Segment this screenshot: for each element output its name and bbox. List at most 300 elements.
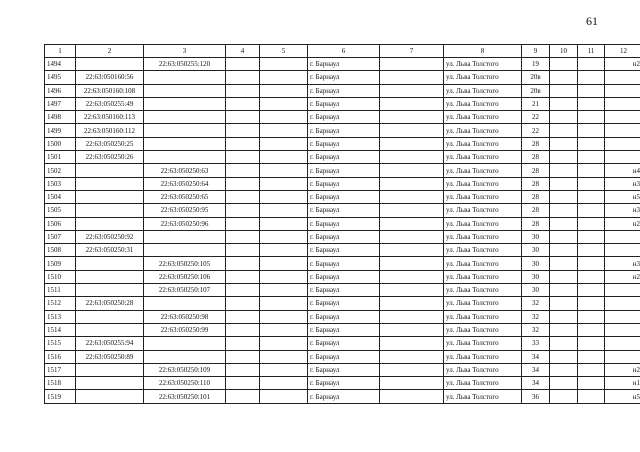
cell-col-7 xyxy=(380,337,444,350)
cell-row-number: 1500 xyxy=(45,137,76,150)
cell-col-11 xyxy=(578,71,605,84)
cell-row-number: 1502 xyxy=(45,164,76,177)
cell-house-number: 28 xyxy=(522,190,550,203)
cell-col-11 xyxy=(578,310,605,323)
cell-col-4 xyxy=(226,350,260,363)
cell-cadastral-number-land: 22:63:050160:108 xyxy=(76,84,144,97)
cell-cadastral-number-land xyxy=(76,323,144,336)
cell-premises-number: н2 xyxy=(605,270,640,283)
cell-col-5 xyxy=(260,377,308,390)
cell-city: г. Барнаул xyxy=(308,363,380,376)
cell-row-number: 1496 xyxy=(45,84,76,97)
cell-col-4 xyxy=(226,310,260,323)
cell-col-7 xyxy=(380,204,444,217)
cell-cadastral-number-land xyxy=(76,190,144,203)
cell-col-4 xyxy=(226,390,260,403)
cell-col-7 xyxy=(380,323,444,336)
cell-col-5 xyxy=(260,270,308,283)
cell-city: г. Барнаул xyxy=(308,270,380,283)
cell-col-4 xyxy=(226,323,260,336)
cell-cadastral-number-premises xyxy=(144,84,226,97)
cell-col-5 xyxy=(260,151,308,164)
cell-col-10 xyxy=(550,284,578,297)
cell-col-4 xyxy=(226,164,260,177)
cell-cadastral-number-premises xyxy=(144,97,226,110)
cell-col-7 xyxy=(380,363,444,376)
table-row xyxy=(45,297,640,310)
cell-house-number: 32 xyxy=(522,310,550,323)
cell-cadastral-number-premises: 22:63:050250:64 xyxy=(144,177,226,190)
cell-house-number: 30 xyxy=(522,284,550,297)
registry-table xyxy=(44,44,640,404)
cell-col-4 xyxy=(226,284,260,297)
cell-premises-number xyxy=(605,244,640,257)
cell-street: ул. Льва Толстого xyxy=(444,111,522,124)
table-row xyxy=(45,71,640,84)
cell-col-7 xyxy=(380,217,444,230)
table-row xyxy=(45,217,640,230)
cell-row-number: 1515 xyxy=(45,337,76,350)
cell-col-10 xyxy=(550,177,578,190)
cell-premises-number xyxy=(605,323,640,336)
cell-house-number: 28 xyxy=(522,204,550,217)
cell-house-number: 20в xyxy=(522,84,550,97)
cell-col-7 xyxy=(380,257,444,270)
cell-col-10 xyxy=(550,137,578,150)
cell-col-10 xyxy=(550,244,578,257)
cell-col-5 xyxy=(260,217,308,230)
cell-house-number: 28 xyxy=(522,177,550,190)
cell-street: ул. Льва Толстого xyxy=(444,204,522,217)
column-header: 12 xyxy=(605,45,640,58)
cell-col-5 xyxy=(260,190,308,203)
column-header: 3 xyxy=(144,45,226,58)
column-header: 1 xyxy=(45,45,76,58)
cell-col-11 xyxy=(578,58,605,71)
cell-row-number: 1513 xyxy=(45,310,76,323)
table-row xyxy=(45,257,640,270)
cell-row-number: 1499 xyxy=(45,124,76,137)
cell-street: ул. Льва Толстого xyxy=(444,58,522,71)
cell-house-number: 34 xyxy=(522,350,550,363)
cell-col-11 xyxy=(578,217,605,230)
cell-street: ул. Льва Толстого xyxy=(444,84,522,97)
cell-col-11 xyxy=(578,151,605,164)
cell-col-10 xyxy=(550,217,578,230)
table-row xyxy=(45,124,640,137)
cell-city: г. Барнаул xyxy=(308,71,380,84)
cell-house-number: 30 xyxy=(522,230,550,243)
cell-col-7 xyxy=(380,310,444,323)
cell-col-7 xyxy=(380,230,444,243)
cell-city: г. Барнаул xyxy=(308,137,380,150)
cell-city: г. Барнаул xyxy=(308,177,380,190)
cell-cadastral-number-premises: 22:63:050250:105 xyxy=(144,257,226,270)
cell-col-4 xyxy=(226,84,260,97)
cell-col-4 xyxy=(226,244,260,257)
cell-premises-number: н3 xyxy=(605,257,640,270)
cell-cadastral-number-land xyxy=(76,217,144,230)
table-row xyxy=(45,377,640,390)
cell-col-5 xyxy=(260,97,308,110)
cell-col-4 xyxy=(226,337,260,350)
cell-row-number: 1497 xyxy=(45,97,76,110)
cell-col-10 xyxy=(550,190,578,203)
cell-col-5 xyxy=(260,284,308,297)
cell-col-11 xyxy=(578,284,605,297)
cell-city: г. Барнаул xyxy=(308,58,380,71)
cell-col-5 xyxy=(260,310,308,323)
cell-cadastral-number-premises: 22:63:050250:109 xyxy=(144,363,226,376)
table-row xyxy=(45,270,640,283)
cell-house-number: 33 xyxy=(522,337,550,350)
cell-city: г. Барнаул xyxy=(308,204,380,217)
cell-col-10 xyxy=(550,377,578,390)
cell-cadastral-number-land: 22:63:050255:94 xyxy=(76,337,144,350)
cell-street: ул. Льва Толстого xyxy=(444,230,522,243)
cell-cadastral-number-land xyxy=(76,377,144,390)
cell-col-10 xyxy=(550,337,578,350)
cell-cadastral-number-land xyxy=(76,58,144,71)
cell-street: ул. Льва Толстого xyxy=(444,363,522,376)
cell-house-number: 32 xyxy=(522,297,550,310)
cell-cadastral-number-premises xyxy=(144,297,226,310)
cell-col-11 xyxy=(578,137,605,150)
cell-premises-number xyxy=(605,284,640,297)
cell-col-11 xyxy=(578,190,605,203)
table-row xyxy=(45,363,640,376)
cell-city: г. Барнаул xyxy=(308,97,380,110)
cell-row-number: 1517 xyxy=(45,363,76,376)
cell-premises-number: н1 xyxy=(605,377,640,390)
cell-col-7 xyxy=(380,137,444,150)
cell-house-number: 30 xyxy=(522,257,550,270)
cell-col-7 xyxy=(380,284,444,297)
cell-col-10 xyxy=(550,164,578,177)
cell-house-number: 19 xyxy=(522,58,550,71)
cell-street: ул. Льва Толстого xyxy=(444,377,522,390)
cell-col-7 xyxy=(380,97,444,110)
cell-col-11 xyxy=(578,390,605,403)
cell-house-number: 36 xyxy=(522,390,550,403)
cell-house-number: 30 xyxy=(522,270,550,283)
cell-col-4 xyxy=(226,190,260,203)
table-row xyxy=(45,58,640,71)
cell-premises-number: н3 xyxy=(605,204,640,217)
cell-city: г. Барнаул xyxy=(308,323,380,336)
cell-house-number: 34 xyxy=(522,377,550,390)
cell-cadastral-number-land xyxy=(76,390,144,403)
cell-row-number: 1512 xyxy=(45,297,76,310)
table-row xyxy=(45,310,640,323)
cell-cadastral-number-premises: 22:63:050250:106 xyxy=(144,270,226,283)
cell-cadastral-number-premises: 22:63:050250:65 xyxy=(144,190,226,203)
cell-row-number: 1510 xyxy=(45,270,76,283)
cell-cadastral-number-premises xyxy=(144,111,226,124)
cell-col-11 xyxy=(578,297,605,310)
cell-city: г. Барнаул xyxy=(308,111,380,124)
cell-premises-number xyxy=(605,350,640,363)
cell-col-7 xyxy=(380,270,444,283)
page-number: 61 xyxy=(586,14,598,28)
column-header: 2 xyxy=(76,45,144,58)
column-header: 7 xyxy=(380,45,444,58)
cell-col-7 xyxy=(380,164,444,177)
cell-premises-number xyxy=(605,71,640,84)
cell-col-10 xyxy=(550,323,578,336)
cell-col-5 xyxy=(260,390,308,403)
cell-street: ул. Льва Толстого xyxy=(444,323,522,336)
cell-house-number: 20в xyxy=(522,71,550,84)
cell-col-4 xyxy=(226,71,260,84)
cell-cadastral-number-premises: 22:63:050250:63 xyxy=(144,164,226,177)
cell-row-number: 1494 xyxy=(45,58,76,71)
cell-col-10 xyxy=(550,350,578,363)
cell-col-11 xyxy=(578,204,605,217)
cell-cadastral-number-premises: 22:63:050255:120 xyxy=(144,58,226,71)
cell-premises-number: н5 xyxy=(605,190,640,203)
cell-col-4 xyxy=(226,270,260,283)
cell-col-7 xyxy=(380,190,444,203)
cell-premises-number: н2 xyxy=(605,217,640,230)
cell-col-5 xyxy=(260,58,308,71)
cell-col-4 xyxy=(226,204,260,217)
cell-house-number: 28 xyxy=(522,217,550,230)
cell-cadastral-number-land xyxy=(76,257,144,270)
cell-city: г. Барнаул xyxy=(308,310,380,323)
cell-house-number: 21 xyxy=(522,97,550,110)
cell-house-number: 28 xyxy=(522,164,550,177)
cell-cadastral-number-land: 22:63:050250:26 xyxy=(76,151,144,164)
cell-col-5 xyxy=(260,244,308,257)
cell-street: ул. Льва Толстого xyxy=(444,270,522,283)
cell-cadastral-number-premises xyxy=(144,337,226,350)
cell-cadastral-number-premises: 22:63:050250:95 xyxy=(144,204,226,217)
cell-cadastral-number-premises xyxy=(144,71,226,84)
cell-cadastral-number-land: 22:63:050160:112 xyxy=(76,124,144,137)
cell-col-11 xyxy=(578,244,605,257)
table-row xyxy=(45,204,640,217)
cell-col-11 xyxy=(578,337,605,350)
cell-city: г. Барнаул xyxy=(308,284,380,297)
table-row xyxy=(45,350,640,363)
cell-street: ул. Льва Толстого xyxy=(444,177,522,190)
column-header: 8 xyxy=(444,45,522,58)
cell-col-10 xyxy=(550,151,578,164)
cell-col-4 xyxy=(226,111,260,124)
cell-col-11 xyxy=(578,84,605,97)
cell-premises-number xyxy=(605,297,640,310)
cell-city: г. Барнаул xyxy=(308,297,380,310)
cell-premises-number xyxy=(605,84,640,97)
cell-col-7 xyxy=(380,350,444,363)
cell-col-10 xyxy=(550,71,578,84)
cell-city: г. Барнаул xyxy=(308,350,380,363)
cell-premises-number xyxy=(605,230,640,243)
cell-street: ул. Льва Толстого xyxy=(444,164,522,177)
cell-col-7 xyxy=(380,84,444,97)
cell-col-10 xyxy=(550,84,578,97)
table-row xyxy=(45,244,640,257)
cell-col-7 xyxy=(380,244,444,257)
cell-col-4 xyxy=(226,97,260,110)
cell-col-10 xyxy=(550,58,578,71)
cell-row-number: 1501 xyxy=(45,151,76,164)
cell-col-7 xyxy=(380,390,444,403)
cell-col-5 xyxy=(260,71,308,84)
cell-row-number: 1518 xyxy=(45,377,76,390)
cell-col-7 xyxy=(380,58,444,71)
cell-col-5 xyxy=(260,177,308,190)
column-header: 5 xyxy=(260,45,308,58)
cell-street: ул. Льва Толстого xyxy=(444,257,522,270)
cell-cadastral-number-land: 22:63:050250:89 xyxy=(76,350,144,363)
cell-col-5 xyxy=(260,363,308,376)
cell-col-4 xyxy=(226,177,260,190)
cell-city: г. Барнаул xyxy=(308,257,380,270)
cell-street: ул. Льва Толстого xyxy=(444,217,522,230)
cell-cadastral-number-premises xyxy=(144,124,226,137)
cell-city: г. Барнаул xyxy=(308,230,380,243)
cell-row-number: 1509 xyxy=(45,257,76,270)
cell-row-number: 1511 xyxy=(45,284,76,297)
cell-cadastral-number-land xyxy=(76,177,144,190)
column-header: 11 xyxy=(578,45,605,58)
cell-cadastral-number-land xyxy=(76,204,144,217)
cell-cadastral-number-land: 22:63:050250:31 xyxy=(76,244,144,257)
cell-col-10 xyxy=(550,310,578,323)
cell-col-10 xyxy=(550,204,578,217)
cell-house-number: 28 xyxy=(522,137,550,150)
cell-col-11 xyxy=(578,111,605,124)
cell-col-4 xyxy=(226,217,260,230)
column-header: 10 xyxy=(550,45,578,58)
table-row xyxy=(45,177,640,190)
cell-city: г. Барнаул xyxy=(308,84,380,97)
cell-col-10 xyxy=(550,97,578,110)
cell-col-7 xyxy=(380,177,444,190)
cell-cadastral-number-premises: 22:63:050250:101 xyxy=(144,390,226,403)
cell-city: г. Барнаул xyxy=(308,337,380,350)
cell-col-5 xyxy=(260,323,308,336)
cell-house-number: 30 xyxy=(522,244,550,257)
cell-col-4 xyxy=(226,297,260,310)
cell-street: ул. Льва Толстого xyxy=(444,71,522,84)
table-row xyxy=(45,284,640,297)
cell-premises-number xyxy=(605,124,640,137)
cell-row-number: 1507 xyxy=(45,230,76,243)
cell-cadastral-number-land: 22:63:050255:49 xyxy=(76,97,144,110)
cell-cadastral-number-land: 22:63:050160:113 xyxy=(76,111,144,124)
column-header: 6 xyxy=(308,45,380,58)
cell-street: ул. Льва Толстого xyxy=(444,284,522,297)
cell-street: ул. Льва Толстого xyxy=(444,137,522,150)
table-row xyxy=(45,230,640,243)
cell-col-4 xyxy=(226,137,260,150)
cell-street: ул. Льва Толстого xyxy=(444,190,522,203)
cell-street: ул. Льва Толстого xyxy=(444,124,522,137)
cell-house-number: 22 xyxy=(522,111,550,124)
cell-street: ул. Льва Толстого xyxy=(444,297,522,310)
cell-row-number: 1504 xyxy=(45,190,76,203)
cell-col-11 xyxy=(578,230,605,243)
cell-premises-number xyxy=(605,97,640,110)
cell-col-5 xyxy=(260,137,308,150)
cell-city: г. Барнаул xyxy=(308,244,380,257)
cell-row-number: 1498 xyxy=(45,111,76,124)
cell-premises-number xyxy=(605,337,640,350)
table-row xyxy=(45,164,640,177)
cell-cadastral-number-premises: 22:63:050250:107 xyxy=(144,284,226,297)
cell-house-number: 34 xyxy=(522,363,550,376)
cell-row-number: 1505 xyxy=(45,204,76,217)
cell-house-number: 32 xyxy=(522,323,550,336)
table-row xyxy=(45,97,640,110)
cell-col-7 xyxy=(380,297,444,310)
cell-col-11 xyxy=(578,97,605,110)
cell-row-number: 1503 xyxy=(45,177,76,190)
table-row xyxy=(45,337,640,350)
cell-premises-number xyxy=(605,310,640,323)
cell-col-11 xyxy=(578,124,605,137)
cell-col-7 xyxy=(380,71,444,84)
cell-cadastral-number-land xyxy=(76,310,144,323)
cell-city: г. Барнаул xyxy=(308,124,380,137)
cell-col-5 xyxy=(260,111,308,124)
cell-street: ул. Льва Толстого xyxy=(444,390,522,403)
cell-street: ул. Льва Толстого xyxy=(444,337,522,350)
cell-col-5 xyxy=(260,350,308,363)
cell-premises-number xyxy=(605,151,640,164)
cell-col-4 xyxy=(226,257,260,270)
cell-cadastral-number-land xyxy=(76,284,144,297)
cell-col-11 xyxy=(578,177,605,190)
cell-col-4 xyxy=(226,363,260,376)
cell-cadastral-number-premises: 22:63:050250:110 xyxy=(144,377,226,390)
cell-row-number: 1508 xyxy=(45,244,76,257)
cell-col-11 xyxy=(578,323,605,336)
cell-city: г. Барнаул xyxy=(308,151,380,164)
table-row xyxy=(45,390,640,403)
cell-city: г. Барнаул xyxy=(308,390,380,403)
cell-col-11 xyxy=(578,164,605,177)
column-header: 9 xyxy=(522,45,550,58)
cell-cadastral-number-land xyxy=(76,270,144,283)
cell-premises-number: н2 xyxy=(605,363,640,376)
cell-col-10 xyxy=(550,257,578,270)
cell-premises-number xyxy=(605,111,640,124)
cell-street: ул. Льва Толстого xyxy=(444,151,522,164)
table-row xyxy=(45,190,640,203)
cell-city: г. Барнаул xyxy=(308,217,380,230)
table-row xyxy=(45,137,640,150)
cell-row-number: 1516 xyxy=(45,350,76,363)
cell-street: ул. Льва Толстого xyxy=(444,97,522,110)
cell-house-number: 28 xyxy=(522,151,550,164)
cell-col-10 xyxy=(550,111,578,124)
cell-col-10 xyxy=(550,390,578,403)
cell-col-4 xyxy=(226,230,260,243)
cell-col-10 xyxy=(550,297,578,310)
table-header-row xyxy=(45,45,640,58)
cell-col-4 xyxy=(226,58,260,71)
cell-col-10 xyxy=(550,230,578,243)
cell-premises-number: н3 xyxy=(605,177,640,190)
cell-premises-number: н2 xyxy=(605,58,640,71)
cell-cadastral-number-premises xyxy=(144,350,226,363)
cell-col-11 xyxy=(578,350,605,363)
cell-row-number: 1495 xyxy=(45,71,76,84)
